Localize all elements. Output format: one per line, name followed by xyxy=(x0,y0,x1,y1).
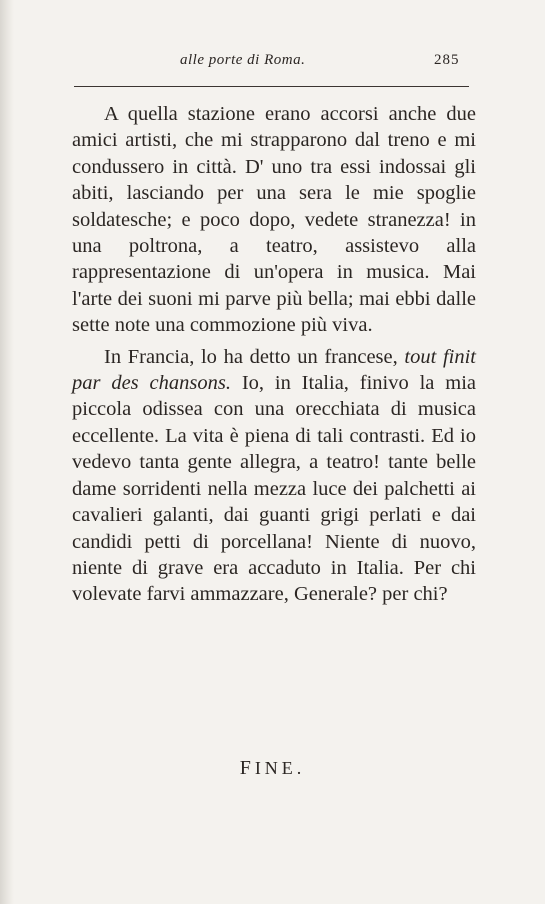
header-rule xyxy=(74,86,469,87)
running-title: alle porte di Roma. xyxy=(180,52,306,68)
fine-first-letter: F xyxy=(239,757,255,779)
paragraph-2 xyxy=(72,344,476,608)
fine-ending xyxy=(0,757,545,780)
body-text xyxy=(72,101,476,608)
french-quote: tout finit par des chansons. xyxy=(72,345,476,395)
paragraph-2-rest: Io, in Italia, finivo la mia piccola odissea con una orecchiata di musica eccellente. La vita è piena di tali contrasti. Ed io vedevo tanta gente allegra, a teatro! tante belle dame sorridenti nella mezza luce dei palchetti ai cavalieri galanti, dai guanti grigi perlati e dai candidi petti di porcellana! Niente di nuovo, niente di grave era accaduto in Italia. Per chi volevate farvi ammazzare, Generale? per chi? xyxy=(72,372,476,606)
fine-rest: INE. xyxy=(254,758,306,778)
page-number: 285 xyxy=(434,52,460,68)
paragraph-2-lead: In Francia, lo ha detto un francese, xyxy=(104,345,405,368)
paragraph-1: A quella stazione erano accorsi anche due amici artisti, che mi strapparono dal treno e mi condussero in città. D' uno tra essi indossai gli abiti, lasciando per una sera le mie spoglie soldatesche; e poco dopo, vedete stranezza! in una poltrona, a teatro, assistevo alla rappresentazione di un'opera in musica. Mai l'arte dei suoni mi parve più bella; mai ebbi dalle sette note una commozione più viva. xyxy=(72,103,476,337)
page-header xyxy=(0,52,545,74)
